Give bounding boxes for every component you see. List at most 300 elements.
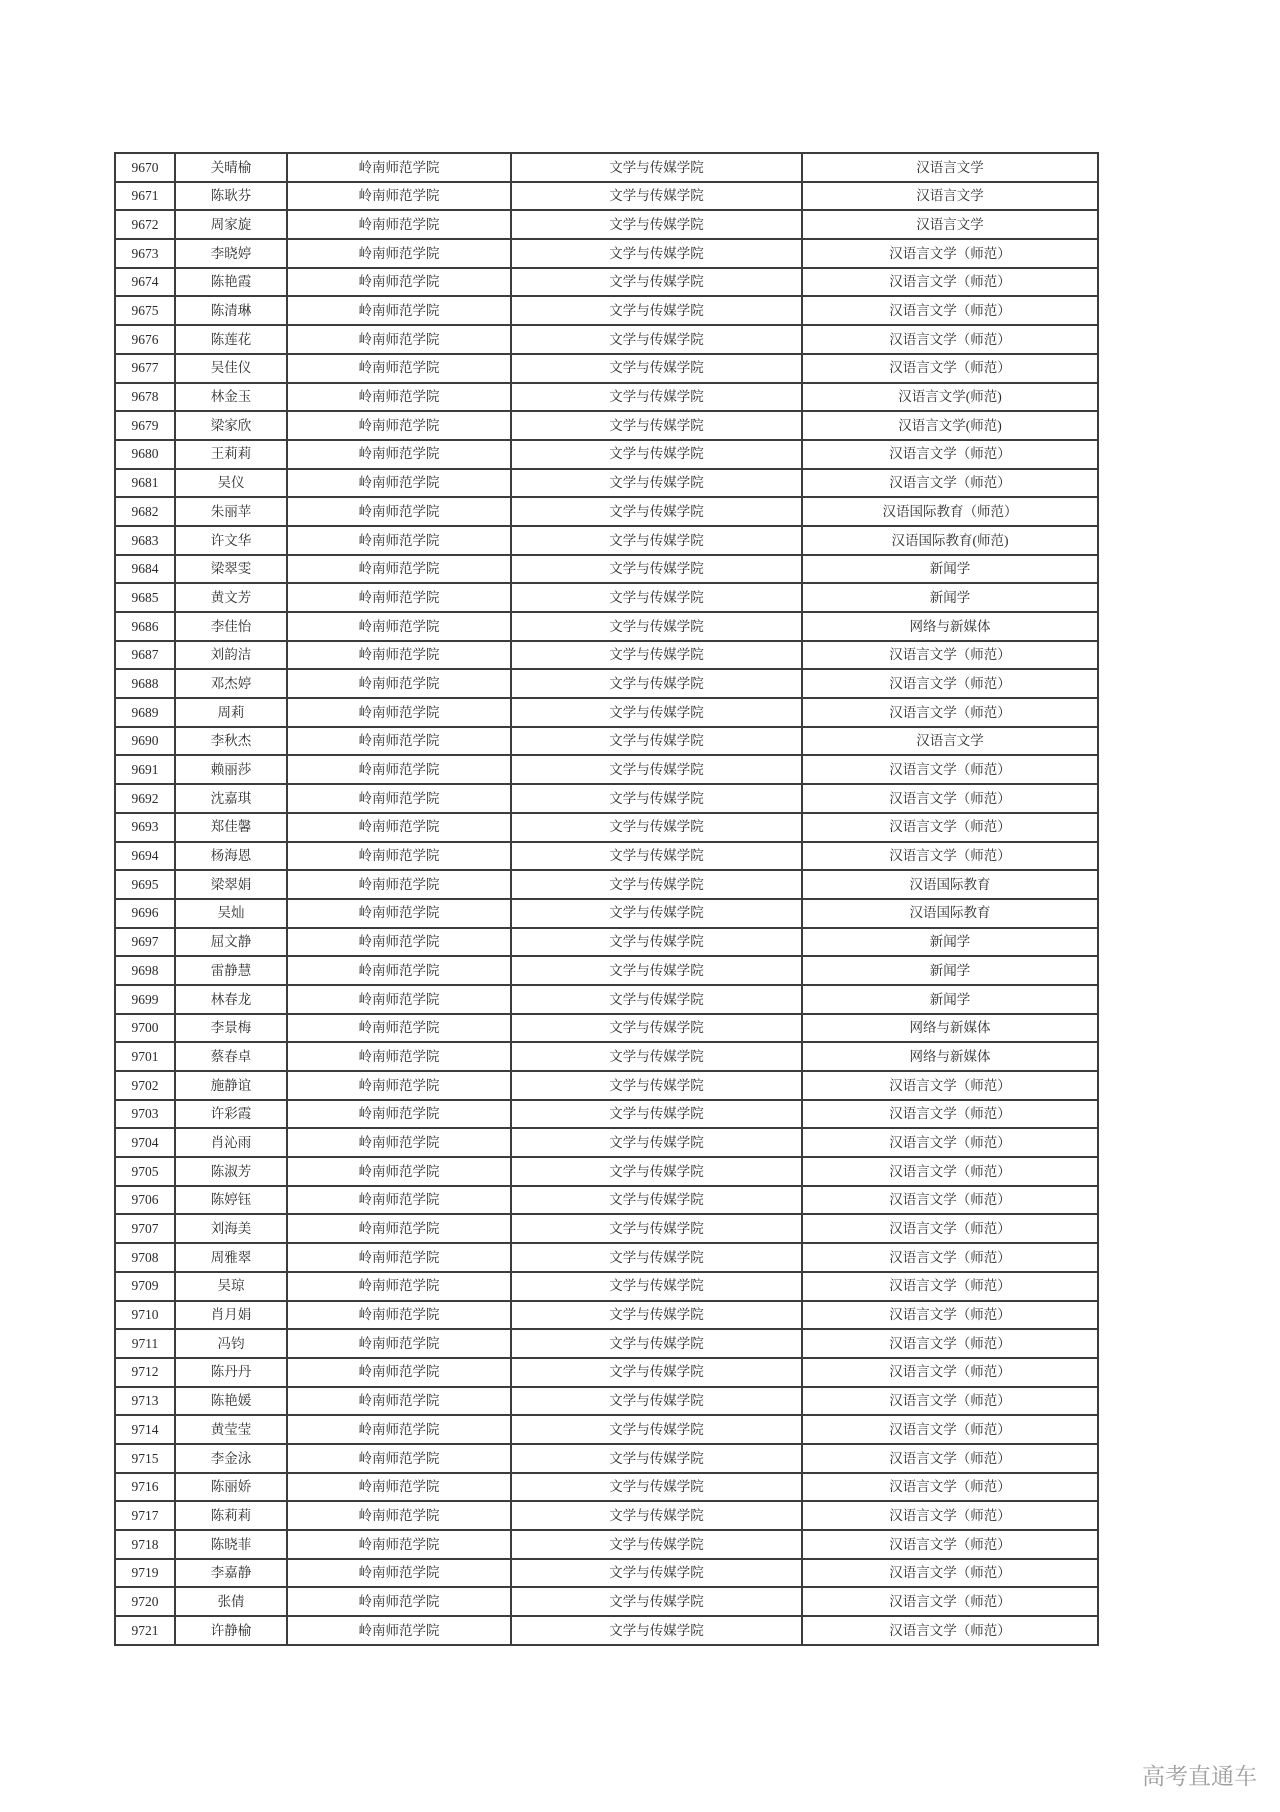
- college-cell: 文学与传媒学院: [511, 1587, 802, 1616]
- table-row: [115, 1042, 1098, 1071]
- university-cell: 岭南师范学院: [287, 1157, 511, 1186]
- table-row: [115, 469, 1098, 498]
- college-cell: 文学与传媒学院: [511, 555, 802, 584]
- major-cell: 汉语言文学（师范）: [802, 1157, 1098, 1186]
- id-cell: 9692: [115, 784, 175, 813]
- major-cell: 汉语言文学（师范）: [802, 669, 1098, 698]
- id-cell: 9695: [115, 870, 175, 899]
- table-row: [115, 1473, 1098, 1502]
- name-cell: 李嘉静: [175, 1559, 287, 1588]
- university-cell: 岭南师范学院: [287, 899, 511, 928]
- college-cell: 文学与传媒学院: [511, 755, 802, 784]
- university-cell: 岭南师范学院: [287, 813, 511, 842]
- table-row: [115, 1616, 1098, 1645]
- name-cell: 吴琼: [175, 1272, 287, 1301]
- id-cell: 9680: [115, 440, 175, 469]
- university-cell: 岭南师范学院: [287, 354, 511, 383]
- id-cell: 9721: [115, 1616, 175, 1645]
- name-cell: 许文华: [175, 526, 287, 555]
- major-cell: 汉语言文学（师范）: [802, 469, 1098, 498]
- table-row: [115, 899, 1098, 928]
- university-cell: 岭南师范学院: [287, 555, 511, 584]
- major-cell: 汉语言文学: [802, 182, 1098, 211]
- id-cell: 9673: [115, 239, 175, 268]
- table-row: [115, 296, 1098, 325]
- table-row: [115, 268, 1098, 297]
- university-cell: 岭南师范学院: [287, 497, 511, 526]
- college-cell: 文学与传媒学院: [511, 354, 802, 383]
- id-cell: 9675: [115, 296, 175, 325]
- name-cell: 梁翠娟: [175, 870, 287, 899]
- table-row: [115, 928, 1098, 957]
- id-cell: 9699: [115, 985, 175, 1014]
- major-cell: 汉语言文学（师范）: [802, 842, 1098, 871]
- table-row: [115, 842, 1098, 871]
- major-cell: 网络与新媒体: [802, 612, 1098, 641]
- university-cell: 岭南师范学院: [287, 325, 511, 354]
- major-cell: 汉语言文学（师范）: [802, 641, 1098, 670]
- table-row: [115, 1100, 1098, 1129]
- college-cell: 文学与传媒学院: [511, 1243, 802, 1272]
- university-cell: 岭南师范学院: [287, 1186, 511, 1215]
- id-cell: 9684: [115, 555, 175, 584]
- id-cell: 9720: [115, 1587, 175, 1616]
- university-cell: 岭南师范学院: [287, 956, 511, 985]
- university-cell: 岭南师范学院: [287, 842, 511, 871]
- name-cell: 周家旋: [175, 210, 287, 239]
- college-cell: 文学与传媒学院: [511, 1100, 802, 1129]
- university-cell: 岭南师范学院: [287, 928, 511, 957]
- major-cell: 汉语言文学（师范）: [802, 1243, 1098, 1272]
- name-cell: 肖月娟: [175, 1301, 287, 1330]
- college-cell: 文学与传媒学院: [511, 956, 802, 985]
- name-cell: 林金玉: [175, 383, 287, 412]
- name-cell: 梁家欣: [175, 411, 287, 440]
- id-cell: 9690: [115, 727, 175, 756]
- name-cell: 黄文芳: [175, 583, 287, 612]
- university-cell: 岭南师范学院: [287, 641, 511, 670]
- name-cell: 陈晓菲: [175, 1530, 287, 1559]
- college-cell: 文学与传媒学院: [511, 182, 802, 211]
- id-cell: 9701: [115, 1042, 175, 1071]
- id-cell: 9683: [115, 526, 175, 555]
- university-cell: 岭南师范学院: [287, 1444, 511, 1473]
- table-row: [115, 784, 1098, 813]
- university-cell: 岭南师范学院: [287, 182, 511, 211]
- id-cell: 9700: [115, 1014, 175, 1043]
- table-row: [115, 956, 1098, 985]
- college-cell: 文学与传媒学院: [511, 1157, 802, 1186]
- university-cell: 岭南师范学院: [287, 1616, 511, 1645]
- name-cell: 李秋杰: [175, 727, 287, 756]
- name-cell: 肖沁雨: [175, 1128, 287, 1157]
- major-cell: 汉语言文学（师范）: [802, 1100, 1098, 1129]
- university-cell: 岭南师范学院: [287, 784, 511, 813]
- university-cell: 岭南师范学院: [287, 1301, 511, 1330]
- name-cell: 陈耿芬: [175, 182, 287, 211]
- college-cell: 文学与传媒学院: [511, 210, 802, 239]
- admission-roster-table: [114, 152, 1099, 1646]
- major-cell: 汉语言文学（师范）: [802, 1329, 1098, 1358]
- major-cell: 汉语言文学（师范）: [802, 239, 1098, 268]
- major-cell: 汉语言文学（师范）: [802, 813, 1098, 842]
- id-cell: 9719: [115, 1559, 175, 1588]
- college-cell: 文学与传媒学院: [511, 784, 802, 813]
- id-cell: 9707: [115, 1214, 175, 1243]
- name-cell: 陈莲花: [175, 325, 287, 354]
- university-cell: 岭南师范学院: [287, 1415, 511, 1444]
- major-cell: 网络与新媒体: [802, 1014, 1098, 1043]
- id-cell: 9691: [115, 755, 175, 784]
- major-cell: 汉语国际教育(师范): [802, 526, 1098, 555]
- id-cell: 9678: [115, 383, 175, 412]
- college-cell: 文学与传媒学院: [511, 1559, 802, 1588]
- major-cell: 新闻学: [802, 956, 1098, 985]
- table-row: [115, 354, 1098, 383]
- id-cell: 9718: [115, 1530, 175, 1559]
- id-cell: 9681: [115, 469, 175, 498]
- major-cell: 汉语言文学（师范）: [802, 1444, 1098, 1473]
- id-cell: 9672: [115, 210, 175, 239]
- table-row: [115, 526, 1098, 555]
- id-cell: 9688: [115, 669, 175, 698]
- name-cell: 张倩: [175, 1587, 287, 1616]
- major-cell: 汉语国际教育（师范）: [802, 497, 1098, 526]
- major-cell: 汉语言文学: [802, 210, 1098, 239]
- table-row: [115, 1501, 1098, 1530]
- table-row: [115, 727, 1098, 756]
- major-cell: 汉语言文学（师范）: [802, 1128, 1098, 1157]
- university-cell: 岭南师范学院: [287, 985, 511, 1014]
- id-cell: 9671: [115, 182, 175, 211]
- university-cell: 岭南师范学院: [287, 1071, 511, 1100]
- id-cell: 9712: [115, 1358, 175, 1387]
- university-cell: 岭南师范学院: [287, 526, 511, 555]
- major-cell: 新闻学: [802, 928, 1098, 957]
- major-cell: 汉语言文学（师范）: [802, 1301, 1098, 1330]
- table-row: [115, 1128, 1098, 1157]
- major-cell: 汉语言文学（师范）: [802, 1186, 1098, 1215]
- major-cell: 汉语言文学（师范）: [802, 1415, 1098, 1444]
- university-cell: 岭南师范学院: [287, 1014, 511, 1043]
- major-cell: 汉语言文学(师范): [802, 383, 1098, 412]
- major-cell: 汉语言文学（师范）: [802, 1616, 1098, 1645]
- id-cell: 9693: [115, 813, 175, 842]
- table-row: [115, 1071, 1098, 1100]
- college-cell: 文学与传媒学院: [511, 325, 802, 354]
- table-row: [115, 1157, 1098, 1186]
- name-cell: 陈莉莉: [175, 1501, 287, 1530]
- name-cell: 蔡春卓: [175, 1042, 287, 1071]
- id-cell: 9713: [115, 1387, 175, 1416]
- college-cell: 文学与传媒学院: [511, 985, 802, 1014]
- name-cell: 陈婷钰: [175, 1186, 287, 1215]
- university-cell: 岭南师范学院: [287, 469, 511, 498]
- table-row: [115, 755, 1098, 784]
- name-cell: 陈丹丹: [175, 1358, 287, 1387]
- college-cell: 文学与传媒学院: [511, 1128, 802, 1157]
- major-cell: 汉语言文学（师范）: [802, 325, 1098, 354]
- id-cell: 9704: [115, 1128, 175, 1157]
- college-cell: 文学与传媒学院: [511, 727, 802, 756]
- college-cell: 文学与传媒学院: [511, 1014, 802, 1043]
- major-cell: 汉语言文学（师范）: [802, 354, 1098, 383]
- major-cell: 汉语言文学（师范）: [802, 1272, 1098, 1301]
- university-cell: 岭南师范学院: [287, 239, 511, 268]
- table-row: [115, 1272, 1098, 1301]
- table-row: [115, 985, 1098, 1014]
- major-cell: 汉语言文学（师范）: [802, 1559, 1098, 1588]
- college-cell: 文学与传媒学院: [511, 1415, 802, 1444]
- id-cell: 9670: [115, 153, 175, 182]
- major-cell: 汉语言文学（师范）: [802, 1530, 1098, 1559]
- id-cell: 9711: [115, 1329, 175, 1358]
- major-cell: 汉语言文学（师范）: [802, 268, 1098, 297]
- major-cell: 汉语言文学（师范）: [802, 1387, 1098, 1416]
- university-cell: 岭南师范学院: [287, 210, 511, 239]
- name-cell: 陈丽娇: [175, 1473, 287, 1502]
- college-cell: 文学与传媒学院: [511, 1272, 802, 1301]
- name-cell: 沈嘉琪: [175, 784, 287, 813]
- name-cell: 李景梅: [175, 1014, 287, 1043]
- college-cell: 文学与传媒学院: [511, 583, 802, 612]
- name-cell: 郑佳馨: [175, 813, 287, 842]
- id-cell: 9703: [115, 1100, 175, 1129]
- university-cell: 岭南师范学院: [287, 698, 511, 727]
- table-row: [115, 1243, 1098, 1272]
- university-cell: 岭南师范学院: [287, 268, 511, 297]
- table-row: [115, 583, 1098, 612]
- table-row: [115, 698, 1098, 727]
- name-cell: 林春龙: [175, 985, 287, 1014]
- id-cell: 9709: [115, 1272, 175, 1301]
- table-row: [115, 1587, 1098, 1616]
- table-row: [115, 497, 1098, 526]
- table-row: [115, 1415, 1098, 1444]
- table-row: [115, 411, 1098, 440]
- id-cell: 9714: [115, 1415, 175, 1444]
- university-cell: 岭南师范学院: [287, 153, 511, 182]
- major-cell: 汉语言文学（师范）: [802, 1587, 1098, 1616]
- table-row: [115, 1559, 1098, 1588]
- table-row: [115, 1358, 1098, 1387]
- university-cell: 岭南师范学院: [287, 383, 511, 412]
- college-cell: 文学与传媒学院: [511, 842, 802, 871]
- college-cell: 文学与传媒学院: [511, 669, 802, 698]
- university-cell: 岭南师范学院: [287, 870, 511, 899]
- table-row: [115, 1329, 1098, 1358]
- table-row: [115, 325, 1098, 354]
- table-row: [115, 1444, 1098, 1473]
- watermark-gaokao-zhitongche: 高考直通车: [1142, 1764, 1257, 1789]
- major-cell: 汉语言文学（师范）: [802, 755, 1098, 784]
- major-cell: 汉语言文学（师范）: [802, 1071, 1098, 1100]
- college-cell: 文学与传媒学院: [511, 1358, 802, 1387]
- college-cell: 文学与传媒学院: [511, 411, 802, 440]
- college-cell: 文学与传媒学院: [511, 497, 802, 526]
- name-cell: 刘韵洁: [175, 641, 287, 670]
- university-cell: 岭南师范学院: [287, 1042, 511, 1071]
- table-row: [115, 210, 1098, 239]
- college-cell: 文学与传媒学院: [511, 1186, 802, 1215]
- id-cell: 9696: [115, 899, 175, 928]
- major-cell: 汉语言文学(师范): [802, 411, 1098, 440]
- name-cell: 吴仪: [175, 469, 287, 498]
- name-cell: 关晴榆: [175, 153, 287, 182]
- name-cell: 屈文静: [175, 928, 287, 957]
- college-cell: 文学与传媒学院: [511, 1444, 802, 1473]
- college-cell: 文学与传媒学院: [511, 469, 802, 498]
- table-row: [115, 182, 1098, 211]
- results-table-body: [115, 153, 1098, 1645]
- college-cell: 文学与传媒学院: [511, 928, 802, 957]
- id-cell: 9677: [115, 354, 175, 383]
- table-row: [115, 612, 1098, 641]
- name-cell: 李晓婷: [175, 239, 287, 268]
- name-cell: 周雅翠: [175, 1243, 287, 1272]
- table-row: [115, 669, 1098, 698]
- name-cell: 陈艳霞: [175, 268, 287, 297]
- college-cell: 文学与传媒学院: [511, 239, 802, 268]
- major-cell: 汉语国际教育: [802, 870, 1098, 899]
- college-cell: 文学与传媒学院: [511, 1387, 802, 1416]
- university-cell: 岭南师范学院: [287, 1530, 511, 1559]
- university-cell: 岭南师范学院: [287, 755, 511, 784]
- name-cell: 施静谊: [175, 1071, 287, 1100]
- university-cell: 岭南师范学院: [287, 1243, 511, 1272]
- college-cell: 文学与传媒学院: [511, 1071, 802, 1100]
- name-cell: 冯钧: [175, 1329, 287, 1358]
- id-cell: 9705: [115, 1157, 175, 1186]
- university-cell: 岭南师范学院: [287, 296, 511, 325]
- college-cell: 文学与传媒学院: [511, 813, 802, 842]
- name-cell: 吴灿: [175, 899, 287, 928]
- table-row: [115, 1530, 1098, 1559]
- college-cell: 文学与传媒学院: [511, 1214, 802, 1243]
- college-cell: 文学与传媒学院: [511, 1329, 802, 1358]
- college-cell: 文学与传媒学院: [511, 1301, 802, 1330]
- name-cell: 陈清琳: [175, 296, 287, 325]
- major-cell: 新闻学: [802, 985, 1098, 1014]
- university-cell: 岭南师范学院: [287, 1501, 511, 1530]
- table-row: [115, 1186, 1098, 1215]
- college-cell: 文学与传媒学院: [511, 383, 802, 412]
- university-cell: 岭南师范学院: [287, 440, 511, 469]
- name-cell: 吴佳仪: [175, 354, 287, 383]
- major-cell: 汉语言文学（师范）: [802, 784, 1098, 813]
- major-cell: 新闻学: [802, 583, 1098, 612]
- college-cell: 文学与传媒学院: [511, 1473, 802, 1502]
- id-cell: 9716: [115, 1473, 175, 1502]
- id-cell: 9694: [115, 842, 175, 871]
- id-cell: 9679: [115, 411, 175, 440]
- name-cell: 杨海恩: [175, 842, 287, 871]
- major-cell: 网络与新媒体: [802, 1042, 1098, 1071]
- university-cell: 岭南师范学院: [287, 1587, 511, 1616]
- name-cell: 许彩霞: [175, 1100, 287, 1129]
- university-cell: 岭南师范学院: [287, 1387, 511, 1416]
- university-cell: 岭南师范学院: [287, 1100, 511, 1129]
- table-row: [115, 440, 1098, 469]
- university-cell: 岭南师范学院: [287, 612, 511, 641]
- name-cell: 许静榆: [175, 1616, 287, 1645]
- college-cell: 文学与传媒学院: [511, 153, 802, 182]
- name-cell: 李金泳: [175, 1444, 287, 1473]
- university-cell: 岭南师范学院: [287, 669, 511, 698]
- name-cell: 刘海美: [175, 1214, 287, 1243]
- id-cell: 9676: [115, 325, 175, 354]
- id-cell: 9682: [115, 497, 175, 526]
- name-cell: 陈淑芳: [175, 1157, 287, 1186]
- college-cell: 文学与传媒学院: [511, 698, 802, 727]
- university-cell: 岭南师范学院: [287, 1128, 511, 1157]
- major-cell: 汉语言文学（师范）: [802, 1214, 1098, 1243]
- name-cell: 朱丽苹: [175, 497, 287, 526]
- university-cell: 岭南师范学院: [287, 583, 511, 612]
- college-cell: 文学与传媒学院: [511, 1616, 802, 1645]
- college-cell: 文学与传媒学院: [511, 526, 802, 555]
- table-row: [115, 870, 1098, 899]
- university-cell: 岭南师范学院: [287, 1214, 511, 1243]
- name-cell: 邓杰婷: [175, 669, 287, 698]
- major-cell: 汉语言文学: [802, 727, 1098, 756]
- college-cell: 文学与传媒学院: [511, 268, 802, 297]
- id-cell: 9685: [115, 583, 175, 612]
- college-cell: 文学与传媒学院: [511, 1042, 802, 1071]
- name-cell: 周莉: [175, 698, 287, 727]
- university-cell: 岭南师范学院: [287, 1473, 511, 1502]
- name-cell: 黄莹莹: [175, 1415, 287, 1444]
- university-cell: 岭南师范学院: [287, 1559, 511, 1588]
- table-row: [115, 813, 1098, 842]
- table-row: [115, 1301, 1098, 1330]
- table-row: [115, 239, 1098, 268]
- table-row: [115, 153, 1098, 182]
- college-cell: 文学与传媒学院: [511, 1501, 802, 1530]
- name-cell: 赖丽莎: [175, 755, 287, 784]
- name-cell: 李佳怡: [175, 612, 287, 641]
- major-cell: 汉语言文学（师范）: [802, 1473, 1098, 1502]
- name-cell: 雷静慧: [175, 956, 287, 985]
- id-cell: 9702: [115, 1071, 175, 1100]
- university-cell: 岭南师范学院: [287, 1329, 511, 1358]
- college-cell: 文学与传媒学院: [511, 296, 802, 325]
- university-cell: 岭南师范学院: [287, 1272, 511, 1301]
- name-cell: 梁翠雯: [175, 555, 287, 584]
- table-row: [115, 1014, 1098, 1043]
- id-cell: 9689: [115, 698, 175, 727]
- table-row: [115, 383, 1098, 412]
- id-cell: 9698: [115, 956, 175, 985]
- id-cell: 9715: [115, 1444, 175, 1473]
- name-cell: 王莉莉: [175, 440, 287, 469]
- university-cell: 岭南师范学院: [287, 727, 511, 756]
- college-cell: 文学与传媒学院: [511, 1530, 802, 1559]
- id-cell: 9674: [115, 268, 175, 297]
- college-cell: 文学与传媒学院: [511, 899, 802, 928]
- major-cell: 汉语言文学（师范）: [802, 440, 1098, 469]
- major-cell: 汉语言文学（师范）: [802, 698, 1098, 727]
- major-cell: 汉语言文学（师范）: [802, 1358, 1098, 1387]
- university-cell: 岭南师范学院: [287, 1358, 511, 1387]
- table-row: [115, 1387, 1098, 1416]
- id-cell: 9706: [115, 1186, 175, 1215]
- id-cell: 9717: [115, 1501, 175, 1530]
- major-cell: 新闻学: [802, 555, 1098, 584]
- table-row: [115, 1214, 1098, 1243]
- id-cell: 9686: [115, 612, 175, 641]
- id-cell: 9687: [115, 641, 175, 670]
